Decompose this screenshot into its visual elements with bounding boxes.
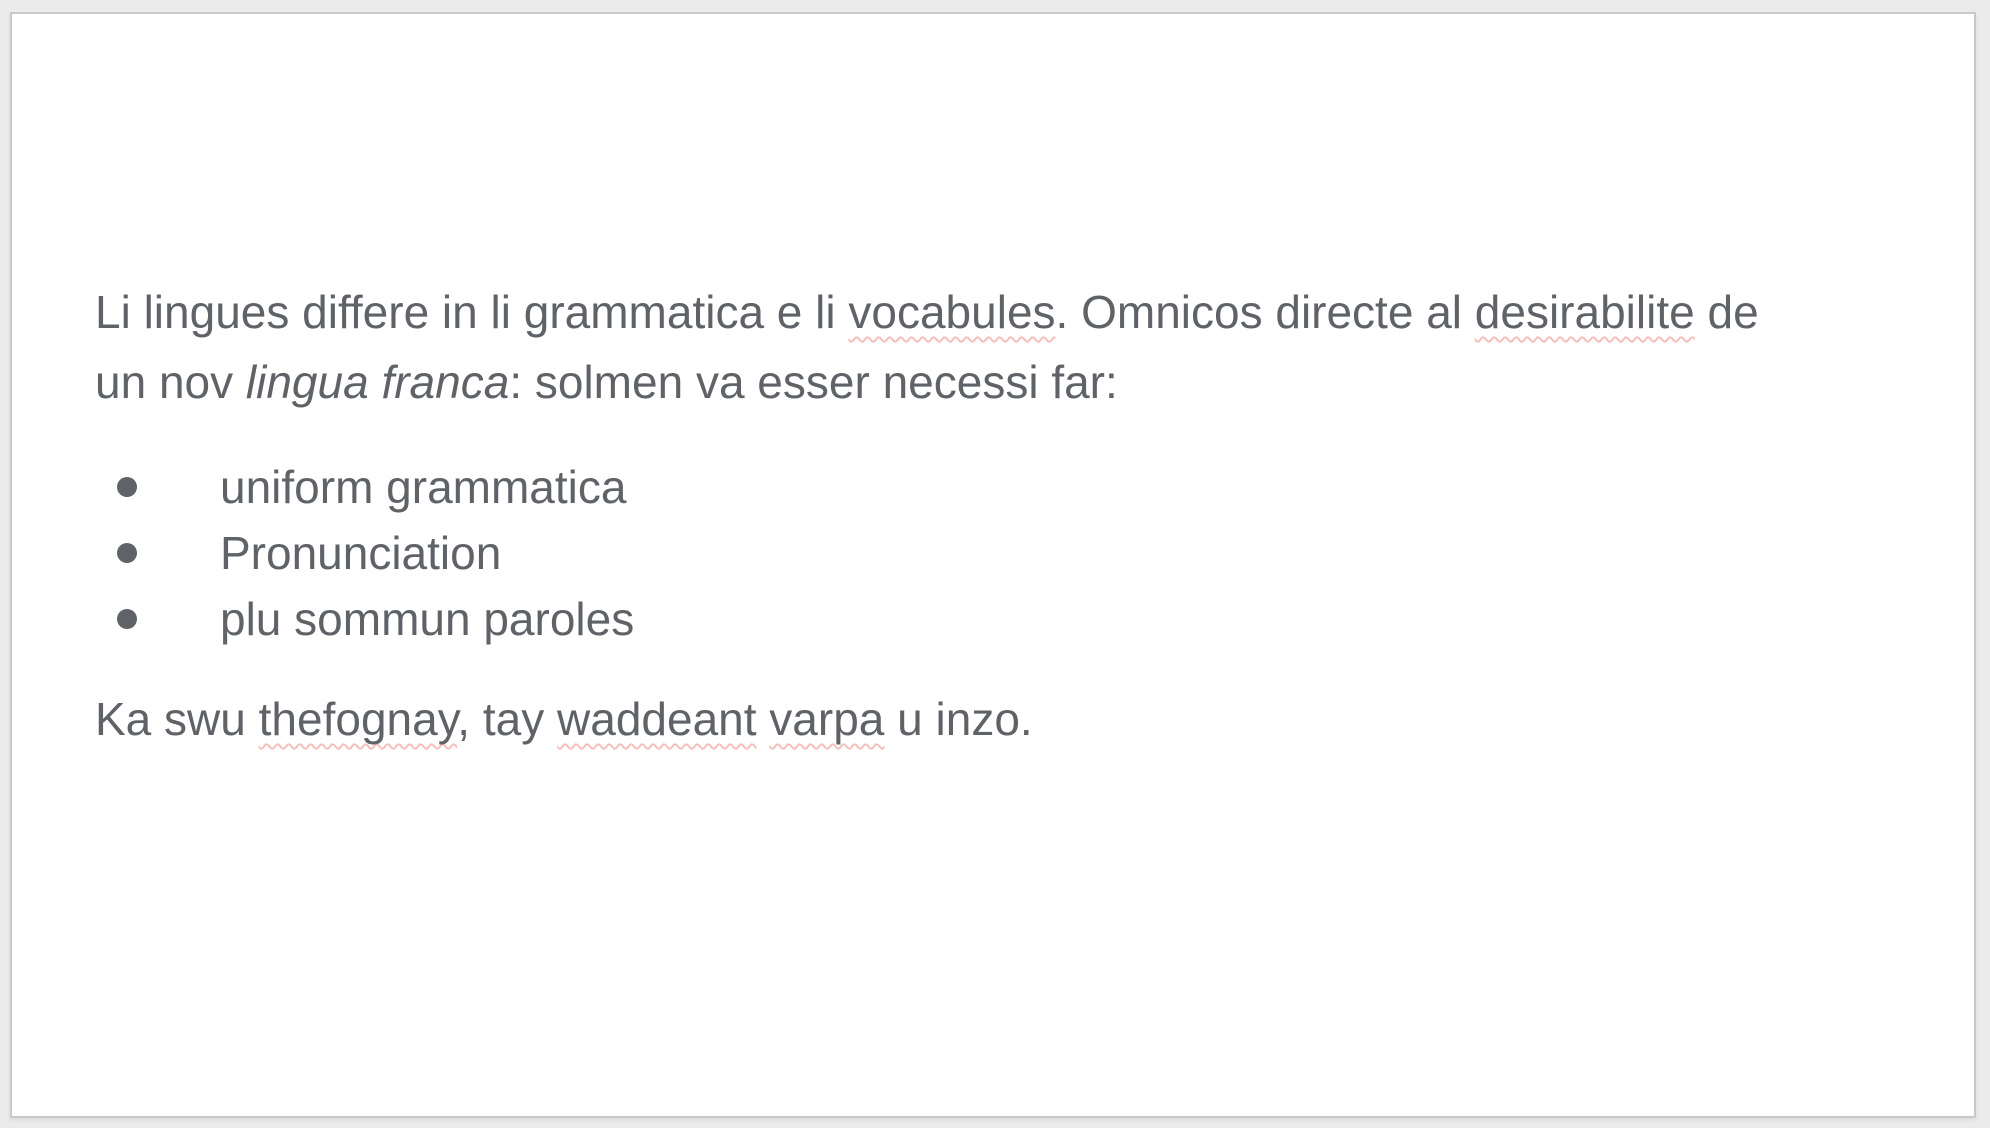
misspelled-word: desirabilite: [1474, 286, 1695, 338]
list-item-label: plu sommun paroles: [220, 593, 635, 645]
text-body: [12, 14, 1974, 1116]
misspelled-word: varpa: [769, 693, 885, 745]
list-item-label: Pronunciation: [220, 527, 502, 579]
bullet-list: [12, 454, 1974, 652]
paragraph-1-line-1: [95, 277, 1759, 347]
misspelled-word: thefognay: [258, 693, 458, 745]
paragraph-text: [757, 693, 770, 745]
paragraph-text: Li lingues differe in li grammatica e li: [95, 286, 849, 338]
list-item: [12, 520, 1974, 586]
italic-phrase: lingua franca: [245, 356, 510, 408]
list-item: [12, 586, 1974, 652]
misspelled-word: vocabules: [848, 286, 1056, 338]
document-page: [10, 12, 1976, 1118]
paragraph-text: : solmen va esser necessi far:: [509, 356, 1118, 408]
list-item-label: uniform grammatica: [220, 461, 627, 513]
misspelled-word: waddeant: [557, 693, 757, 745]
list-item: [12, 454, 1974, 520]
paragraph-text: de: [1694, 286, 1759, 338]
paragraph-2: [95, 684, 1033, 754]
paragraph-text: , tay: [457, 693, 558, 745]
paragraph-text: u inzo.: [884, 693, 1033, 745]
paragraph-1-line-2: [95, 347, 1118, 417]
paragraph-text: . Omnicos directe al: [1055, 286, 1475, 338]
paragraph-text: Ka swu: [95, 693, 259, 745]
paragraph-text: un nov: [95, 356, 246, 408]
